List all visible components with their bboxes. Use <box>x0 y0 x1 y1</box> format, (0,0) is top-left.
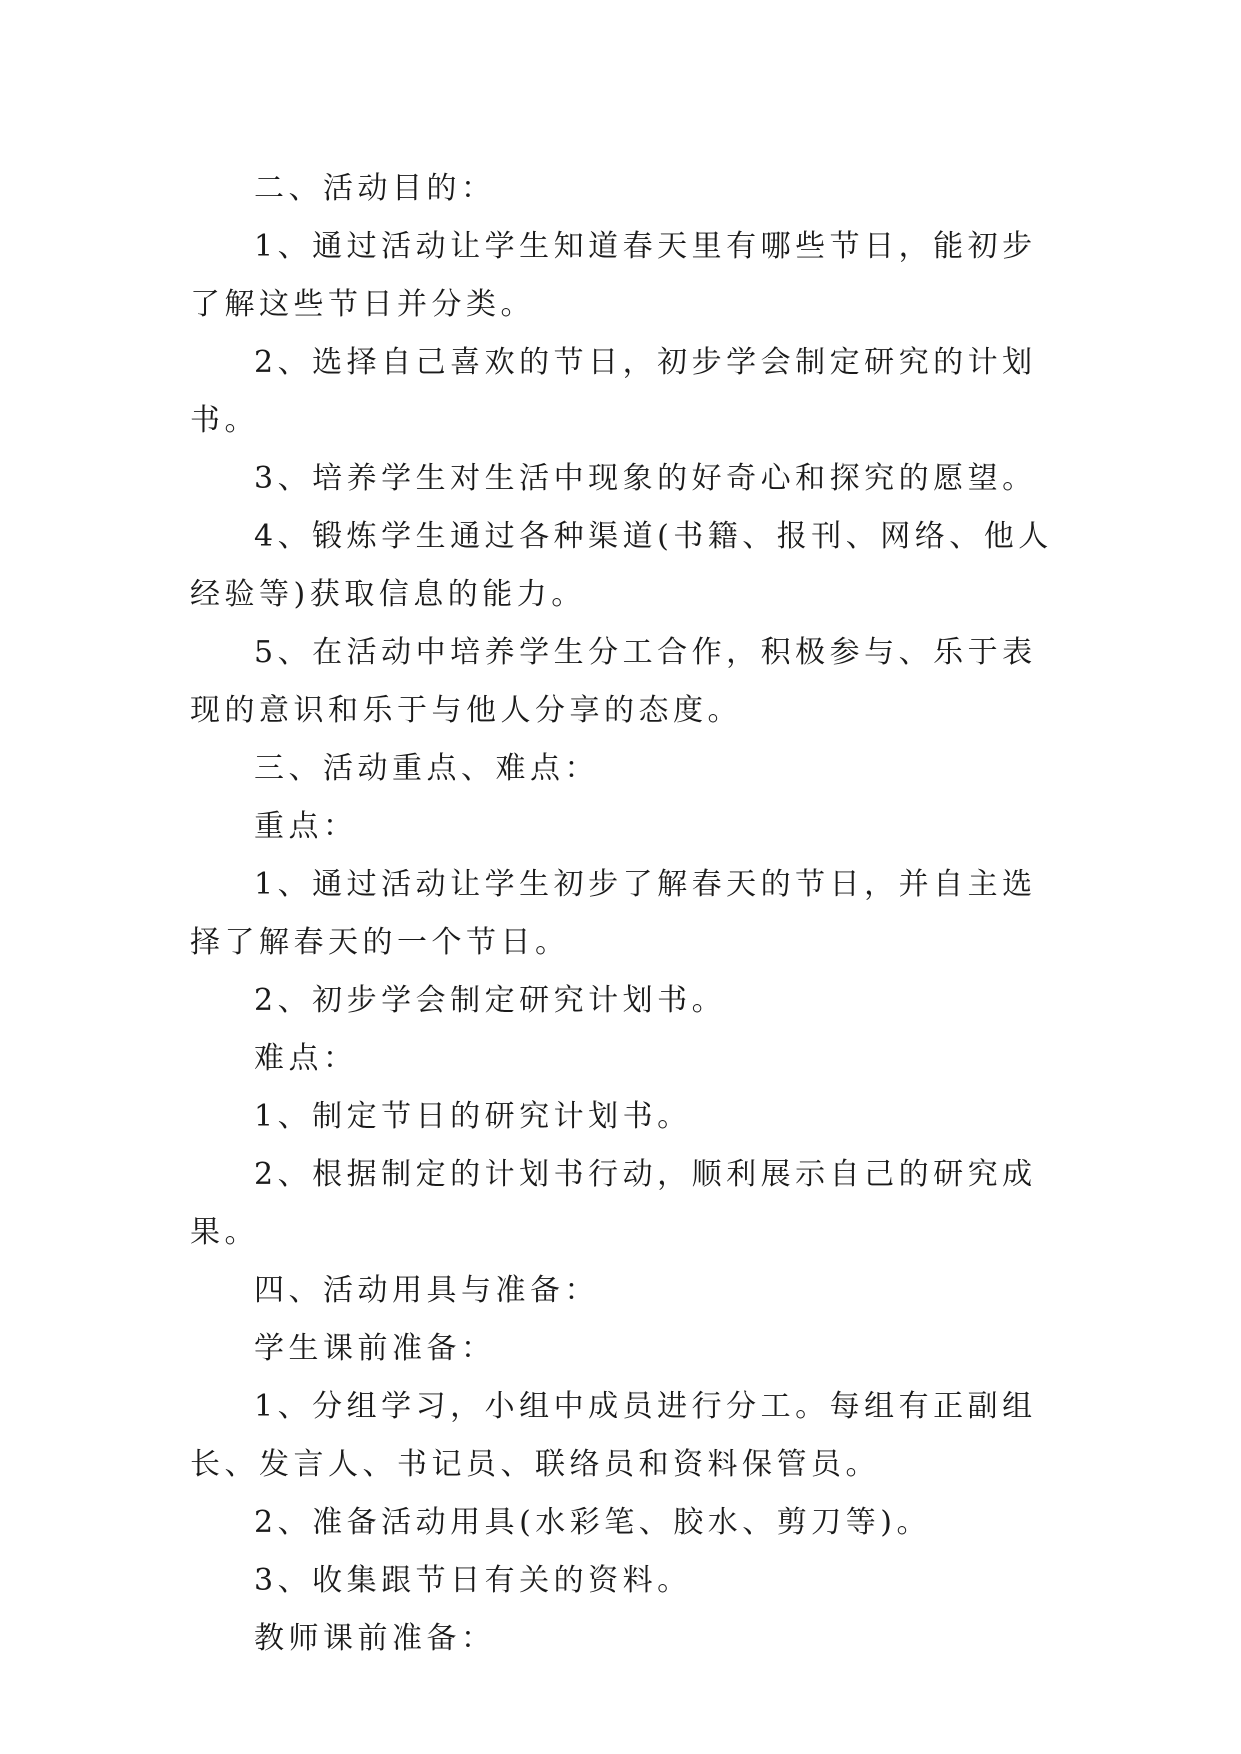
purpose-item-2: 2、选择自己喜欢的节日，初步学会制定研究的计划书。 <box>190 345 1037 438</box>
purpose-item-3: 3、培养学生对生活中现象的好奇心和探究的愿望。 <box>254 461 1037 496</box>
student-prep-item-1: 1、分组学习，小组中成员进行分工。每组有正副组长、发言人、书记员、联络员和资料保管员。 <box>190 1389 1037 1482</box>
purpose-item-4: 4、锻炼学生通过各种渠道(书籍、报刊、网络、他人经验等)获取信息的能力。 <box>190 519 1053 612</box>
student-prep-item-3: 3、收集跟节日有关的资料。 <box>254 1563 692 1598</box>
section-heading-purpose: 二、活动目的： <box>254 171 496 206</box>
subheading-student-preparation: 学生课前准备： <box>254 1331 496 1366</box>
section-heading-key-points: 三、活动重点、难点： <box>254 751 599 786</box>
subheading-key-points: 重点： <box>254 809 358 844</box>
section-heading-preparation: 四、活动用具与准备： <box>254 1273 599 1308</box>
subheading-teacher-preparation: 教师课前准备： <box>254 1621 496 1656</box>
key-point-item-2: 2、初步学会制定研究计划书。 <box>254 983 727 1018</box>
student-prep-item-2: 2、准备活动用具(水彩笔、胶水、剪刀等)。 <box>254 1505 931 1540</box>
purpose-item-5: 5、在活动中培养学生分工合作，积极参与、乐于表现的意识和乐于与他人分享的态度。 <box>190 635 1037 728</box>
difficulty-item-2: 2、根据制定的计划书行动，顺利展示自己的研究成果。 <box>190 1157 1037 1250</box>
difficulty-item-1: 1、制定节日的研究计划书。 <box>254 1099 692 1134</box>
purpose-item-1: 1、通过活动让学生知道春天里有哪些节日，能初步了解这些节日并分类。 <box>190 229 1037 322</box>
key-point-item-1: 1、通过活动让学生初步了解春天的节日，并自主选择了解春天的一个节日。 <box>190 867 1037 960</box>
document-page <box>190 160 1070 1668</box>
subheading-difficulties: 难点： <box>254 1041 358 1076</box>
